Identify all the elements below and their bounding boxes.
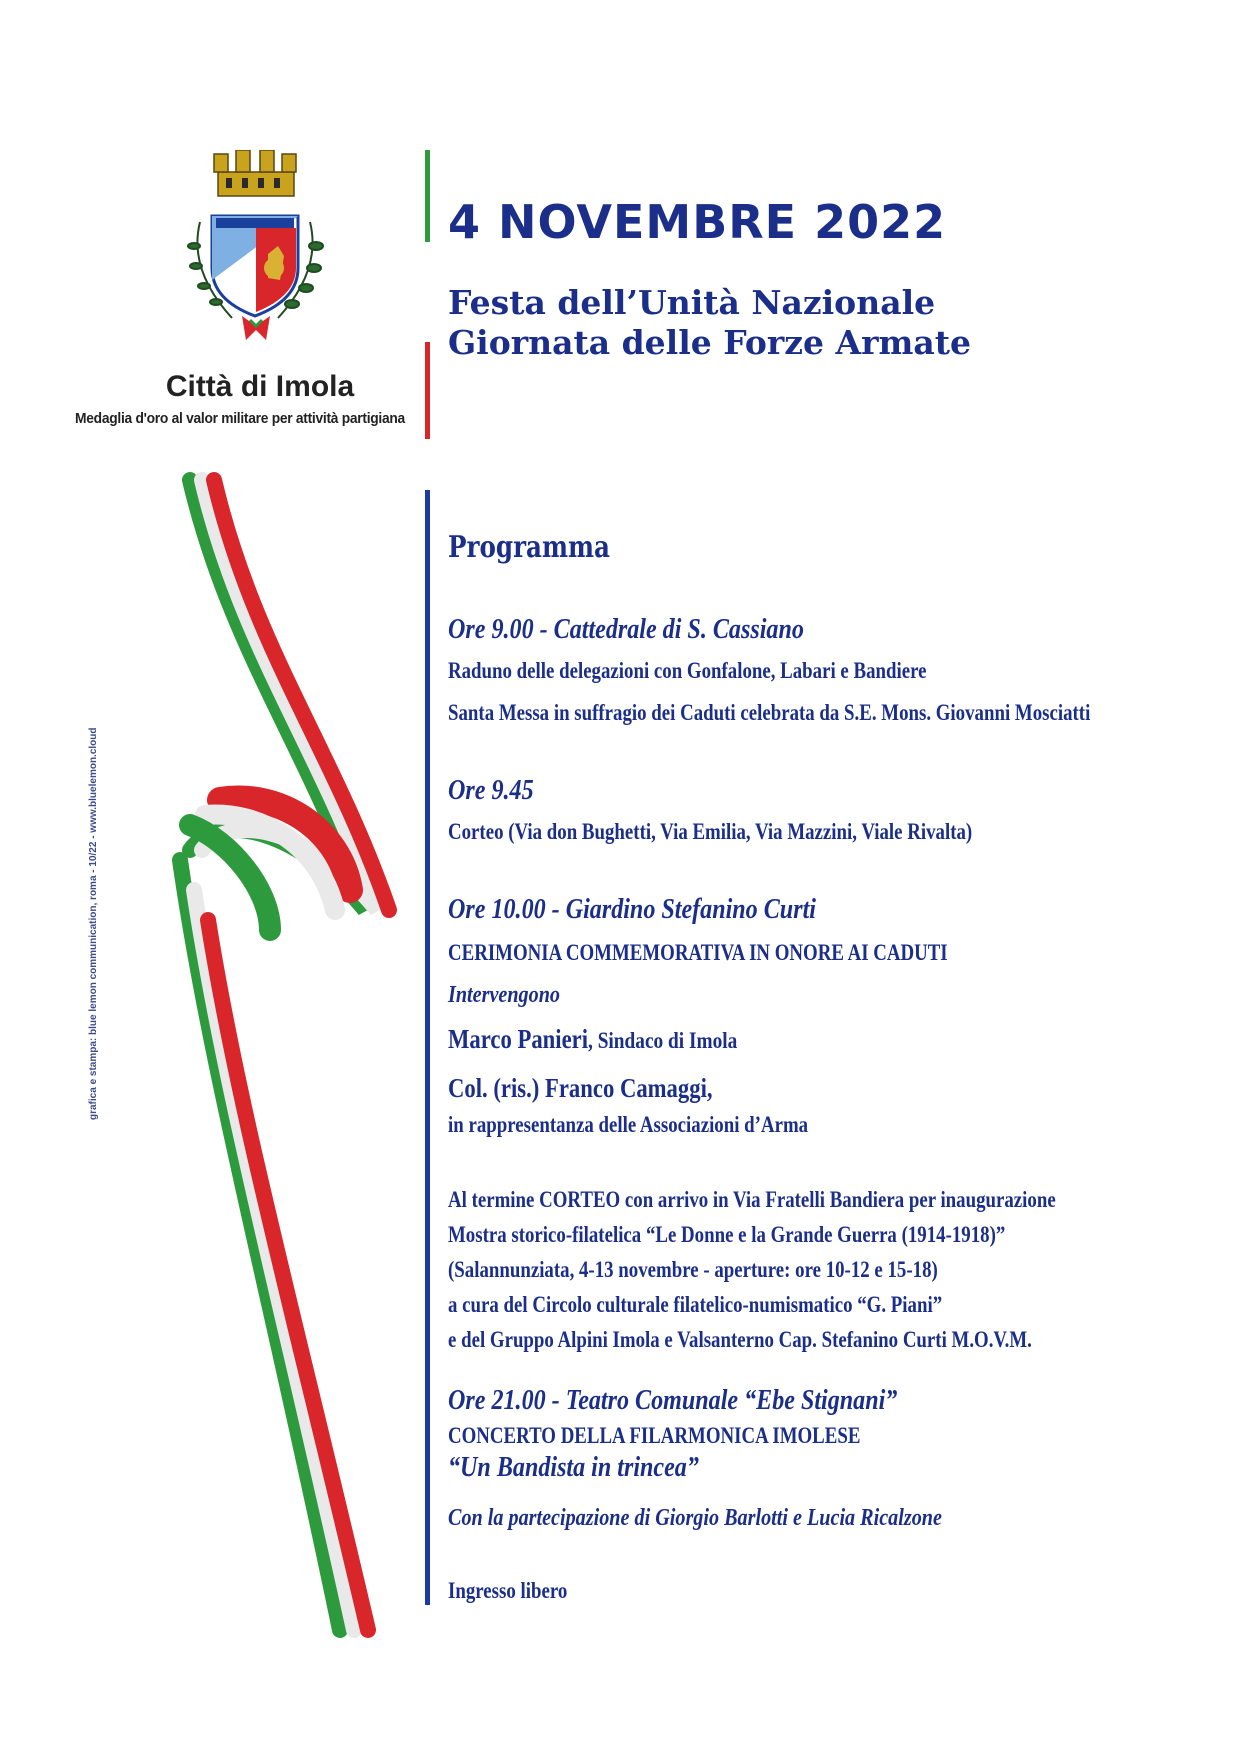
tricolor-bow-icon (242, 316, 270, 340)
event-1-line-2: Santa Messa in suffragio dei Caduti celebrata da S.E. Mons. Giovanni Mosciatti (448, 700, 1091, 725)
event-3-speaker-2-role: in rappresentanza delle Associazioni d’Arma (448, 1112, 809, 1137)
event-3-line-1: CERIMONIA COMMEMORATIVA IN ONORE AI CADUTI (448, 940, 948, 965)
event-1-line-1: Raduno delle delegazioni con Gonfalone, Labari e Bandiere (448, 658, 927, 683)
program-heading: Programma (448, 530, 610, 565)
speaker-1-role: , Sindaco di Imola (588, 1028, 738, 1053)
event-3-speaker-2-name: Col. (ris.) Franco Camaggi, (448, 1073, 713, 1103)
event-3-heading: Ore 10.00 - Giardino Stefanino Curti (448, 894, 816, 925)
city-name: Città di Imola (165, 370, 355, 403)
event-4-line-1: Al termine CORTEO con arrivo in Via Fratelli Bandiera per inaugurazione (448, 1187, 1056, 1212)
date-title: 4 NOVEMBRE 2022 (448, 195, 947, 249)
event-subtitle-armed-forces: Giornata delle Forze Armate (448, 323, 972, 362)
event-1-heading: Ore 9.00 - Cattedrale di S. Cassiano (448, 614, 804, 645)
event-2-heading: Ore 9.45 (448, 775, 534, 806)
event-3-intervengono: Intervengono (448, 982, 561, 1008)
event-2-line-1: Corteo (Via don Bughetti, Via Emilia, Via Mazzini, Viale Rivalta) (448, 819, 973, 844)
event-5-line-1: CONCERTO DELLA FILARMONICA IMOLESE (448, 1423, 861, 1448)
divider-blue (425, 490, 430, 1605)
event-4-line-3: (Salannunziata, 4-13 novembre - aperture: ore 10-12 e 15-18) (448, 1257, 938, 1282)
divider-red (425, 342, 430, 439)
mural-crown-icon (214, 150, 296, 196)
divider-green (425, 150, 430, 242)
event-3-speaker-1 (448, 1024, 737, 1055)
event-5-line-2: “Un Bandista in trincea” (448, 1452, 699, 1483)
event-5-heading: Ore 21.00 - Teatro Comunale “Ebe Stignani” (448, 1385, 898, 1416)
divider-white (425, 242, 430, 342)
shield-icon (212, 216, 298, 316)
event-4-line-5: e del Gruppo Alpini Imola e Valsanterno Cap. Stefanino Curti M.O.V.M. (448, 1327, 1032, 1352)
entry-free-note: Ingresso libero (448, 1578, 568, 1603)
tricolor-ribbon-decoration (150, 470, 400, 1640)
event-4-line-2: Mostra storico-filatelica “Le Donne e la Grande Guerra (1914-1918)” (448, 1222, 1006, 1247)
event-5-line-3: Con la partecipazione di Giorgio Barlotti e Lucia Ricalzone (448, 1505, 942, 1531)
speaker-1-name: Marco Panieri (448, 1024, 589, 1054)
printer-credit: grafica e stampa: blue lemon communication, roma - 10/22 - www.bluelemon.cloud (88, 727, 99, 1120)
city-coat-of-arms-emblem (170, 150, 340, 365)
medal-subtitle: Medaglia d'oro al valor militare per attività partigiana (75, 410, 405, 427)
event-subtitle-unity: Festa dell’Unità Nazionale (448, 283, 936, 322)
event-4-line-4: a cura del Circolo culturale filatelico-numismatico “G. Piani” (448, 1292, 943, 1317)
